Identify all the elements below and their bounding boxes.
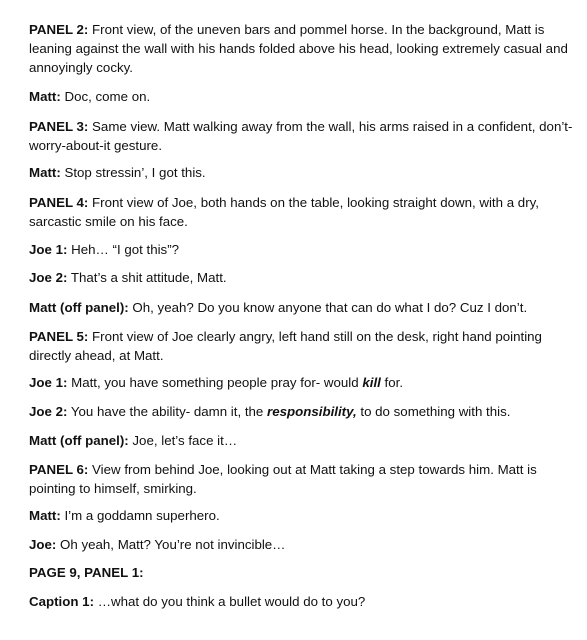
panel-5-description xyxy=(29,327,574,365)
dialogue-line xyxy=(29,373,574,392)
dialogue-line xyxy=(29,87,574,106)
panel-6-description xyxy=(29,460,574,498)
page-9-heading xyxy=(29,563,574,582)
dialogue-text: You have the ability- damn it, the xyxy=(67,404,268,419)
panel-text: Front view, of the uneven bars and pommel horse. In the background, Matt is leaning against the wall with his hands folded above his head, looking extremely casual and annoyingly cocky. xyxy=(29,22,568,75)
panel-text: View from behind Joe, looking out at Matt taking a step towards him. Matt is pointing to himself, smirking. xyxy=(29,462,537,496)
dialogue-line xyxy=(29,240,574,259)
panel-text: Same view. Matt walking away from the wall, his arms raised in a confident, don’t-worry-about-it gesture. xyxy=(29,119,573,153)
dialogue-text: to do something with this. xyxy=(356,404,511,419)
caption-text: …what do you think a bullet would do to you? xyxy=(94,594,366,609)
caption-label: Caption 1: xyxy=(29,594,95,609)
speaker-label: Matt: xyxy=(29,89,61,104)
panel-2-description xyxy=(29,20,574,77)
speaker-label: Joe 2: xyxy=(29,270,68,285)
panel-label: PANEL 2: xyxy=(29,22,89,37)
panel-label: PANEL 4: xyxy=(29,195,89,210)
dialogue-line xyxy=(29,163,574,182)
dialogue-line xyxy=(29,298,574,317)
dialogue-text: That’s a shit attitude, Matt. xyxy=(67,270,227,285)
dialogue-text: Matt, you have something people pray for- would xyxy=(67,375,363,390)
panel-4-description xyxy=(29,193,574,231)
panel-3-description xyxy=(29,117,574,155)
emphasized-word: kill xyxy=(362,375,381,390)
dialogue-text: Oh yeah, Matt? You’re not invincible… xyxy=(56,537,286,552)
dialogue-text: Joe, let’s face it… xyxy=(128,433,238,448)
speaker-label: Matt (off panel): xyxy=(29,433,129,448)
dialogue-line xyxy=(29,506,574,525)
dialogue-text: Doc, come on. xyxy=(60,89,151,104)
speaker-label: Joe 2: xyxy=(29,404,68,419)
emphasized-word: responsibility, xyxy=(267,404,357,419)
dialogue-text: Heh… “I got this”? xyxy=(67,242,180,257)
page-panel-label: PAGE 9, PANEL 1: xyxy=(29,565,144,580)
panel-label: PANEL 3: xyxy=(29,119,89,134)
speaker-label: Matt: xyxy=(29,165,61,180)
dialogue-text: I’m a goddamn superhero. xyxy=(60,508,220,523)
panel-text: Front view of Joe clearly angry, left hand still on the desk, right hand pointing directly ahead, at Matt. xyxy=(29,329,542,363)
caption-line xyxy=(29,592,574,611)
dialogue-line xyxy=(29,535,574,554)
dialogue-text: Stop stressin’, I got this. xyxy=(60,165,206,180)
dialogue-line xyxy=(29,268,574,287)
speaker-label: Matt: xyxy=(29,508,61,523)
dialogue-line xyxy=(29,402,574,421)
dialogue-text: Oh, yeah? Do you know anyone that can do what I do? Cuz I don’t. xyxy=(128,300,528,315)
panel-label: PANEL 6: xyxy=(29,462,89,477)
dialogue-text: for. xyxy=(380,375,404,390)
speaker-label: Matt (off panel): xyxy=(29,300,129,315)
speaker-label: Joe: xyxy=(29,537,57,552)
speaker-label: Joe 1: xyxy=(29,242,68,257)
speaker-label: Joe 1: xyxy=(29,375,68,390)
dialogue-line xyxy=(29,431,574,450)
panel-text: Front view of Joe, both hands on the table, looking straight down, with a dry, sarcastic smile on his face. xyxy=(29,195,539,229)
panel-label: PANEL 5: xyxy=(29,329,89,344)
